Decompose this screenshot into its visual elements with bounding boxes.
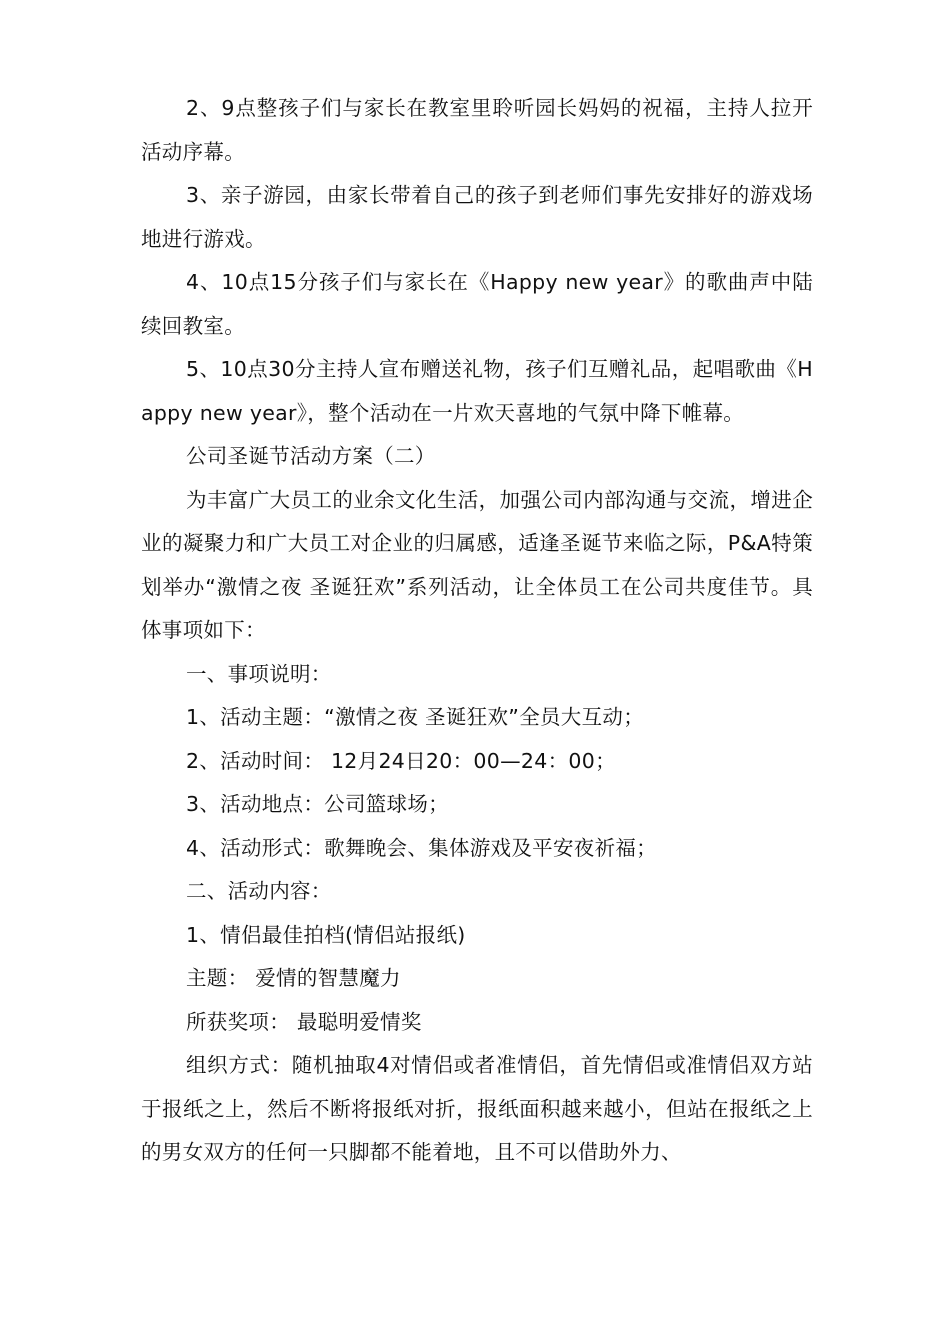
document-body xyxy=(141,87,813,1175)
paragraph: 2、9点整孩子们与家长在教室里聆听园长妈妈的祝福，主持人拉开活动序幕。 xyxy=(141,96,813,164)
list-item: 1、情侣最佳拍档(情侣站报纸) xyxy=(186,922,466,947)
list-item: 2、活动时间： 12月24日20：00—24：00； xyxy=(186,748,616,773)
section-heading: 公司圣诞节活动方案（二） xyxy=(186,444,436,468)
paragraph: 主题： 爱情的智慧魔力 xyxy=(186,966,401,990)
paragraph: 为丰富广大员工的业余文化生活，加强公司内部沟通与交流，增进企业的凝聚力和广大员工对企业的归属感，适逢圣诞节来临之际，P&A特策划举办“激情之夜 圣诞狂欢”系列活动，让全体员工在公司共度佳节。具体事项如下： xyxy=(141,487,813,642)
list-item: 3、活动地点：公司篮球场； xyxy=(186,792,449,816)
paragraph: 3、亲子游园，由家长带着自己的孩子到老师们事先安排好的游戏场地进行游戏。 xyxy=(141,183,813,251)
paragraph: 4、10点15分孩子们与家长在《Happy new year》的歌曲声中陆续回教室。 xyxy=(141,270,813,338)
section-heading: 二、活动内容： xyxy=(186,879,332,903)
paragraph: 5、10点30分主持人宣布赠送礼物，孩子们互赠礼品，起唱歌曲《Happy new year》，整个活动在一片欢天喜地的气氛中降下帷幕。 xyxy=(141,357,813,425)
paragraph: 组织方式：随机抽取4对情侣或者准情侣，首先情侣或准情侣双方站于报纸之上，然后不断将报纸对折，报纸面积越来越小，但站在报纸之上的男女双方的任何一只脚都不能着地，且不可以借助外力、 xyxy=(141,1053,813,1164)
section-heading: 一、事项说明： xyxy=(186,661,332,686)
paragraph: 所获奖项： 最聪明爱情奖 xyxy=(186,1009,422,1034)
list-item: 1、活动主题：“激情之夜 圣诞狂欢”全员大互动； xyxy=(186,705,644,729)
list-item: 4、活动形式：歌舞晚会、集体游戏及平安夜祈福； xyxy=(186,835,657,860)
